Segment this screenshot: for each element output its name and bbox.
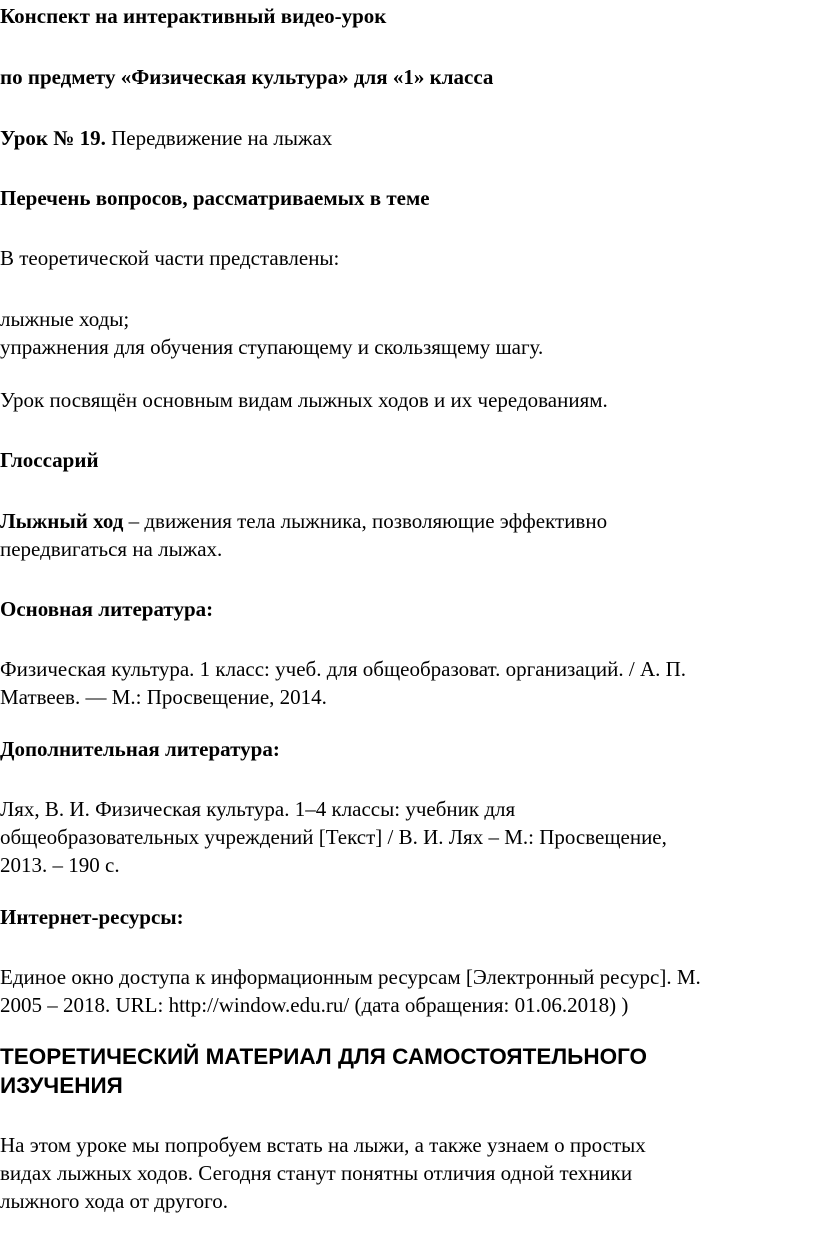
closing-paragraph-line: лыжного хода от другого. <box>0 1189 229 1213</box>
theory-intro: В теоретической части представлены: <box>0 246 340 270</box>
document-title-line-2: по предмету «Физическая культура» для «1» класса <box>0 65 494 89</box>
glossary-term: Лыжный ход <box>0 509 124 533</box>
internet-resource-line: Единое окно доступа к информационным ресурсам [Электронный ресурс]. М. <box>0 965 701 989</box>
glossary-heading: Глоссарий <box>0 448 99 472</box>
theory-item: лыжные ходы; <box>0 307 130 331</box>
lesson-number: Урок № 19. <box>0 126 106 150</box>
theory-item: упражнения для обучения ступающему и скользящему шагу. <box>0 335 544 359</box>
theory-section-heading-line-2: ИЗУЧЕНИЯ <box>0 1073 123 1098</box>
internet-resource-line: 2005 – 2018. URL: http://window.edu.ru/ (дата обращения: 01.06.2018) ) <box>0 993 629 1017</box>
document-title-line-1: Конспект на интерактивный видео-урок <box>0 4 387 28</box>
lesson-line <box>0 124 332 152</box>
closing-paragraph-line: видах лыжных ходов. Сегодня станут понятны отличия одной техники <box>0 1161 633 1185</box>
lesson-topic: Передвижение на лыжах <box>105 126 333 150</box>
extra-literature-line: Лях, В. И. Физическая культура. 1–4 классы: учебник для <box>0 797 516 821</box>
internet-resources-heading: Интернет-ресурсы: <box>0 905 184 929</box>
extra-literature-heading: Дополнительная литература: <box>0 737 280 761</box>
questions-heading: Перечень вопросов, рассматриваемых в теме <box>0 186 430 210</box>
glossary-definition: – движения тела лыжника, позволяющие эффективно <box>123 509 608 533</box>
glossary-entry <box>0 507 607 535</box>
main-literature-line: Матвеев. — М.: Просвещение, 2014. <box>0 685 327 709</box>
lesson-summary: Урок посвящён основным видам лыжных ходов и их чередованиям. <box>0 388 608 412</box>
glossary-definition-cont: передвигаться на лыжах. <box>0 537 223 561</box>
closing-paragraph-line: На этом уроке мы попробуем встать на лыжи, а также узнаем о простых <box>0 1133 646 1157</box>
main-literature-line: Физическая культура. 1 класс: учеб. для общеобразоват. организаций. / А. П. <box>0 657 687 681</box>
theory-section-heading-line-1: ТЕОРЕТИЧЕСКИЙ МАТЕРИАЛ ДЛЯ САМОСТОЯТЕЛЬНОГО <box>0 1044 648 1069</box>
extra-literature-line: общеобразовательных учреждений [Текст] / В. И. Лях – М.: Просвещение, <box>0 825 667 849</box>
main-literature-heading: Основная литература: <box>0 597 214 621</box>
extra-literature-line: 2013. – 190 с. <box>0 853 120 877</box>
